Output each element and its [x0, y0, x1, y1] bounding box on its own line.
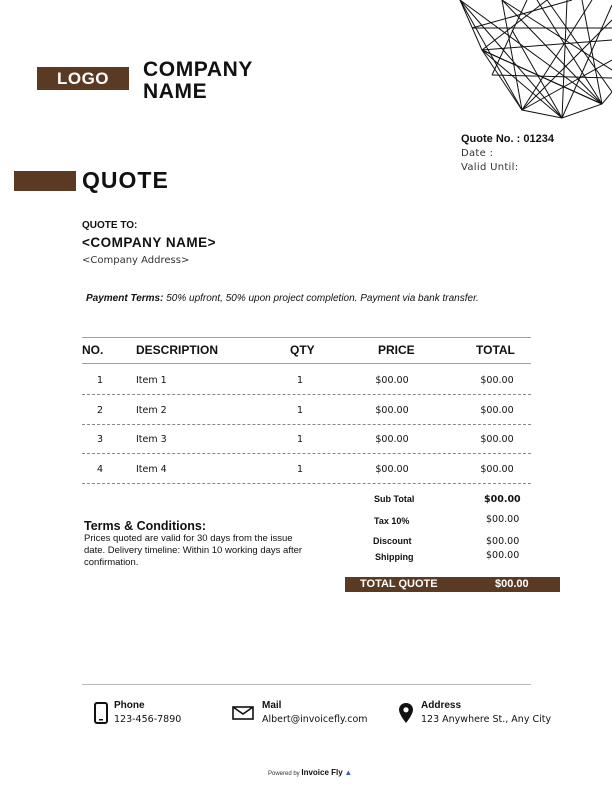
phone-icon	[94, 702, 108, 724]
subtotal-label: Sub Total	[374, 494, 415, 504]
table-top-rule	[82, 337, 531, 338]
powered-by	[268, 768, 352, 777]
row-total: $00.00	[480, 464, 514, 475]
row-no: 1	[96, 375, 104, 386]
row-description: Item 4	[136, 464, 167, 475]
table-row	[82, 424, 531, 454]
grand-total-bar	[345, 577, 560, 592]
header-price: PRICE	[378, 343, 415, 357]
row-description: Item 3	[136, 434, 167, 445]
discount-label: Discount	[373, 536, 412, 546]
address-value: 123 Anywhere St., Any City	[421, 714, 552, 725]
powered-by-brand: Invoice Fly	[301, 768, 343, 777]
company-name-line2: NAME	[143, 80, 208, 103]
row-price: $00.00	[375, 405, 409, 416]
row-total: $00.00	[480, 375, 514, 386]
powered-by-prefix: Powered by	[268, 771, 300, 777]
grand-total-label: TOTAL QUOTE	[360, 578, 438, 590]
shipping-label: Shipping	[375, 552, 414, 562]
brand-mark-icon: ▲	[344, 768, 353, 777]
mail-label: Mail	[262, 700, 282, 711]
quote-to-label: QUOTE TO:	[82, 220, 138, 231]
row-description: Item 2	[136, 405, 167, 416]
row-total: $00.00	[480, 434, 514, 445]
geometric-pattern-icon	[452, 0, 612, 125]
location-pin-icon	[398, 702, 414, 724]
row-qty: 1	[296, 405, 304, 416]
address-label: Address	[421, 700, 462, 711]
table-header-rule	[82, 363, 531, 364]
phone-label: Phone	[114, 700, 145, 711]
row-price: $00.00	[375, 464, 409, 475]
terms-body: Prices quoted are valid for 30 days from the issue date. Delivery timeline: Within 10 working days after confirmation.	[84, 533, 303, 568]
mail-value: Albert@invoicefly.com	[262, 714, 368, 725]
document-title: QUOTE	[82, 167, 169, 193]
client-company-name: <COMPANY NAME>	[82, 235, 217, 250]
row-price: $00.00	[375, 434, 409, 445]
grand-total-value: $00.00	[495, 578, 529, 590]
quote-date: Date :	[461, 148, 494, 159]
title-accent-bar	[14, 171, 76, 191]
row-no: 3	[96, 434, 104, 445]
table-row	[82, 365, 531, 395]
quote-valid-until: Valid Until:	[461, 162, 519, 173]
row-no: 4	[96, 464, 104, 475]
subtotal-value: $00.00	[484, 494, 521, 505]
mail-icon	[232, 706, 254, 720]
table-row	[82, 395, 531, 425]
payment-terms	[86, 293, 566, 304]
header-no: NO.	[82, 343, 104, 357]
header-qty: QTY	[290, 343, 315, 357]
shipping-value: $00.00	[486, 550, 520, 561]
header-description: DESCRIPTION	[136, 343, 219, 357]
payment-terms-text: 50% upfront, 50% upon project completion. Payment via bank transfer.	[166, 293, 479, 304]
quote-number-value: 01234	[523, 133, 554, 145]
company-name	[143, 59, 343, 103]
quote-meta	[461, 133, 611, 173]
tax-label: Tax 10%	[374, 516, 410, 526]
row-qty: 1	[296, 464, 304, 475]
payment-terms-label: Payment Terms:	[86, 293, 164, 304]
company-name-line1: COMPANY	[143, 58, 253, 81]
table-row	[82, 454, 531, 484]
footer-rule	[82, 684, 531, 685]
row-qty: 1	[296, 434, 304, 445]
logo-placeholder: LOGO	[37, 67, 129, 90]
discount-value: $00.00	[486, 536, 520, 547]
tax-value: $00.00	[486, 514, 520, 525]
client-company-address: <Company Address>	[82, 255, 190, 266]
phone-value: 123-456-7890	[114, 714, 182, 725]
header-total: TOTAL	[476, 343, 515, 357]
quote-number-label: Quote No. :	[461, 133, 521, 145]
row-total: $00.00	[480, 405, 514, 416]
quote-number	[461, 133, 611, 145]
row-no: 2	[96, 405, 104, 416]
terms-title: Terms & Conditions:	[84, 519, 206, 533]
row-qty: 1	[296, 375, 304, 386]
row-price: $00.00	[375, 375, 409, 386]
row-description: Item 1	[136, 375, 167, 386]
